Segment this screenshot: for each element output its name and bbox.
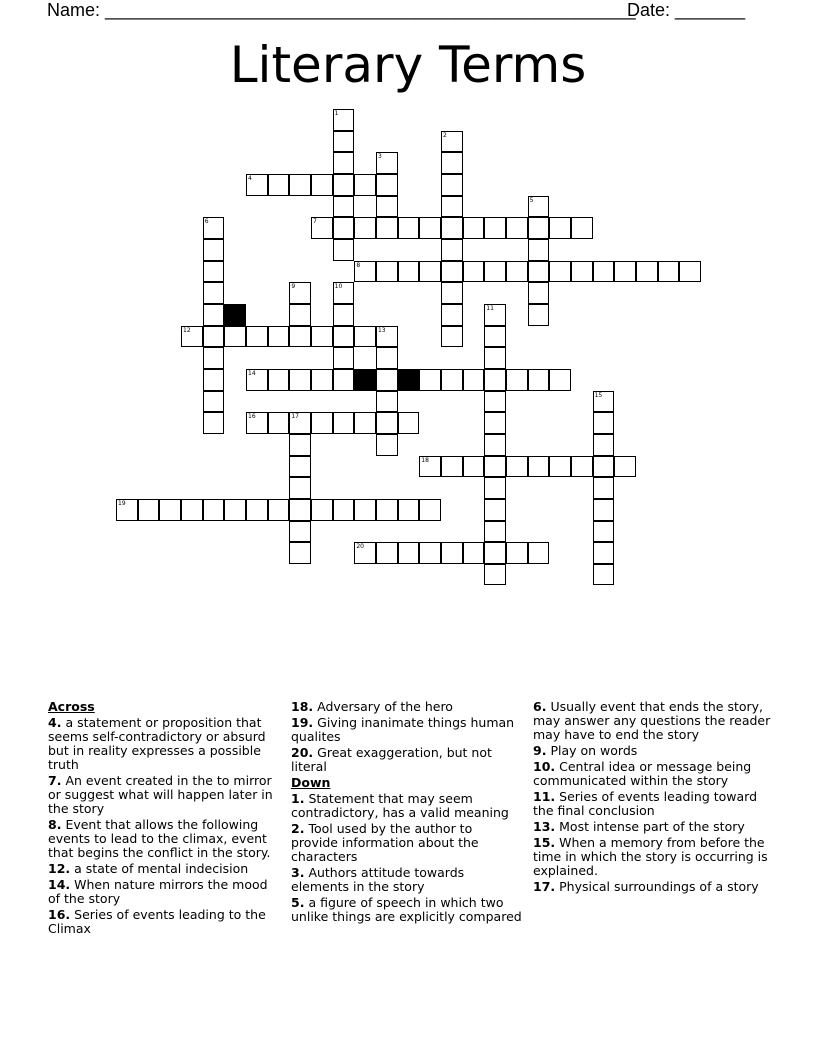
grid-cell[interactable] (376, 261, 398, 283)
cell-number: 12 (183, 326, 191, 334)
grid-cell[interactable] (268, 412, 290, 434)
grid-cell[interactable] (398, 412, 420, 434)
grid-cell[interactable] (484, 369, 506, 391)
clue-down-11 (533, 790, 773, 818)
grid-cell[interactable] (506, 261, 528, 283)
grid-cell[interactable] (463, 261, 485, 283)
clue-number: 10. (533, 759, 556, 774)
grid-cell[interactable] (484, 564, 506, 586)
grid-cell[interactable] (484, 391, 506, 413)
cell-number: 10 (334, 283, 343, 291)
clue-down-9 (533, 744, 773, 758)
cell-number: 4 (248, 174, 252, 182)
clue-number: 11. (533, 789, 556, 804)
grid-cell[interactable] (311, 326, 333, 348)
grid-cell[interactable] (289, 412, 311, 434)
grid-cell[interactable] (419, 499, 441, 521)
cell-number: 17 (291, 413, 299, 421)
grid-cell[interactable] (679, 261, 701, 283)
grid-cell[interactable] (376, 434, 398, 456)
clue-text: When nature mirrors the mood of the story (48, 877, 268, 906)
cell-number: 3 (377, 153, 382, 161)
grid-cell[interactable] (463, 369, 485, 391)
grid-cell[interactable] (484, 434, 506, 456)
grid-cell[interactable] (333, 217, 355, 239)
grid-cell[interactable] (376, 326, 398, 348)
clue-across-14 (48, 878, 280, 906)
grid-cell[interactable] (441, 304, 463, 326)
grid-cell[interactable] (333, 412, 355, 434)
clue-text: Most intense part of the story (559, 819, 745, 834)
clue-across-18 (291, 700, 523, 714)
grid-cell[interactable] (528, 261, 550, 283)
grid-cell[interactable] (571, 217, 593, 239)
grid-cell[interactable] (593, 434, 615, 456)
grid-cell[interactable] (333, 282, 355, 304)
grid-cell[interactable] (614, 261, 636, 283)
grid-cell[interactable] (419, 456, 441, 478)
clue-across-19 (291, 716, 523, 744)
grid-cell[interactable] (268, 326, 290, 348)
clue-text: Series of events leading toward the final conclusion (533, 789, 758, 818)
grid-cell[interactable] (593, 564, 615, 586)
grid-cell[interactable] (333, 304, 355, 326)
grid-cell[interactable] (333, 131, 355, 153)
grid-cell[interactable] (441, 174, 463, 196)
grid-cell[interactable] (549, 456, 571, 478)
grid-cell[interactable] (398, 542, 420, 564)
grid-cell[interactable] (484, 261, 506, 283)
clue-down-6 (533, 700, 773, 742)
clue-number: 14. (48, 877, 71, 892)
grid-cell[interactable] (593, 456, 615, 478)
grid-cell[interactable] (354, 542, 376, 564)
grid-cell[interactable] (528, 196, 550, 218)
clue-text: a statement or proposition that seems self-contradictory or absurd but in reality expresses a possible truth (48, 715, 266, 772)
clue-text: Great exaggeration, but not literal (291, 745, 492, 774)
grid-cell[interactable] (333, 369, 355, 391)
grid-cell[interactable] (571, 456, 593, 478)
grid-cell[interactable] (463, 542, 485, 564)
clue-text: a figure of speech in which two unlike things are explicitly compared (291, 895, 522, 924)
clue-number: 1. (291, 791, 305, 806)
grid-cell[interactable] (181, 499, 203, 521)
clue-down-17 (533, 880, 773, 894)
grid-cell[interactable] (528, 217, 550, 239)
clue-text: Series of events leading to the Climax (48, 907, 266, 936)
grid-cell[interactable] (593, 261, 615, 283)
grid-cell[interactable] (354, 412, 376, 434)
page-title: Literary Terms (229, 36, 587, 94)
grid-cell[interactable] (246, 412, 268, 434)
grid-cell[interactable] (333, 174, 355, 196)
grid-cell[interactable] (289, 477, 311, 499)
grid-cell[interactable] (441, 152, 463, 174)
grid-cell[interactable] (289, 542, 311, 564)
clue-number: 18. (291, 699, 314, 714)
grid-cell[interactable] (333, 499, 355, 521)
grid-cell[interactable] (333, 109, 355, 131)
grid-cell[interactable] (593, 499, 615, 521)
clue-number: 17. (533, 879, 556, 894)
grid-cell[interactable] (441, 239, 463, 261)
cell-number: 15 (594, 391, 603, 399)
clue-across-20 (291, 746, 523, 774)
cell-number: 2 (442, 131, 447, 139)
grid-cell[interactable] (268, 499, 290, 521)
clue-number: 7. (48, 773, 62, 788)
clue-text: Usually event that ends the story, may answer any questions the reader may have to end the story (533, 699, 771, 742)
clue-number: 13. (533, 819, 556, 834)
clue-number: 3. (291, 865, 305, 880)
grid-cell[interactable] (484, 542, 506, 564)
grid-cell[interactable] (289, 304, 311, 326)
cell-number: 9 (291, 283, 296, 291)
grid-cell[interactable] (441, 369, 463, 391)
grid-cell[interactable] (333, 152, 355, 174)
cell-number: 20 (356, 543, 364, 551)
grid-cell[interactable] (203, 326, 225, 348)
cell-number: 6 (204, 218, 209, 226)
grid-cell[interactable] (549, 261, 571, 283)
black-cell (354, 369, 376, 391)
clue-text: When a memory from before the time in which the story is occurring is explained. (533, 835, 768, 878)
grid-cell[interactable] (376, 542, 398, 564)
grid-cell[interactable] (614, 456, 636, 478)
grid-cell[interactable] (376, 412, 398, 434)
clue-across-4 (48, 716, 280, 772)
grid-cell[interactable] (159, 499, 181, 521)
grid-cell[interactable] (658, 261, 680, 283)
clue-down-15 (533, 836, 773, 878)
grid-cell[interactable] (246, 174, 268, 196)
clue-text: Adversary of the hero (317, 699, 453, 714)
clue-number: 12. (48, 861, 71, 876)
cell-number: 18 (421, 456, 429, 464)
grid-cell[interactable] (203, 347, 225, 369)
grid-cell[interactable] (376, 217, 398, 239)
grid-cell[interactable] (441, 196, 463, 218)
grid-cell[interactable] (333, 239, 355, 261)
clue-number: 15. (533, 835, 556, 850)
across-heading: Across (48, 699, 95, 714)
grid-cell[interactable] (528, 282, 550, 304)
cell-number: 13 (377, 326, 386, 334)
clue-number: 8. (48, 817, 62, 832)
grid-cell[interactable] (484, 456, 506, 478)
clue-across-12 (48, 862, 280, 876)
grid-cell[interactable] (203, 217, 225, 239)
clue-text: a state of mental indecision (74, 861, 249, 876)
grid-cell[interactable] (419, 261, 441, 283)
clue-number: 16. (48, 907, 71, 922)
grid-cell[interactable] (138, 499, 160, 521)
grid-cell[interactable] (203, 412, 225, 434)
cell-number: 11 (486, 304, 494, 312)
clue-number: 4. (48, 715, 62, 730)
grid-cell[interactable] (376, 174, 398, 196)
grid-cell[interactable] (376, 152, 398, 174)
grid-cell[interactable] (116, 499, 138, 521)
clue-down-1 (291, 792, 523, 820)
grid-cell[interactable] (376, 499, 398, 521)
grid-cell[interactable] (203, 261, 225, 283)
grid-cell[interactable] (354, 261, 376, 283)
clue-across-7 (48, 774, 280, 816)
grid-cell[interactable] (528, 369, 550, 391)
down-heading: Down (291, 775, 331, 790)
grid-cell[interactable] (441, 542, 463, 564)
grid-cell[interactable] (333, 347, 355, 369)
grid-cell[interactable] (419, 542, 441, 564)
clue-down-10 (533, 760, 773, 788)
grid-cell[interactable] (376, 391, 398, 413)
grid-cell[interactable] (549, 217, 571, 239)
cell-number: 19 (118, 499, 126, 507)
grid-cell[interactable] (484, 304, 506, 326)
clue-across-8 (48, 818, 280, 860)
clue-down-5 (291, 896, 523, 924)
grid-cell[interactable] (549, 369, 571, 391)
grid-cell[interactable] (268, 369, 290, 391)
grid-cell[interactable] (203, 282, 225, 304)
clue-down-3 (291, 866, 523, 894)
grid-cell[interactable] (224, 326, 246, 348)
grid-cell[interactable] (289, 282, 311, 304)
grid-cell[interactable] (311, 412, 333, 434)
grid-cell[interactable] (528, 542, 550, 564)
clue-number: 9. (533, 743, 547, 758)
clue-text: Statement that may seem contradictory, has a valid meaning (291, 791, 509, 820)
clue-column-3 (533, 700, 773, 896)
grid-cell[interactable] (289, 369, 311, 391)
clue-text: Tool used by the author to provide information about the characters (291, 821, 479, 864)
grid-cell[interactable] (354, 499, 376, 521)
grid-cell[interactable] (593, 477, 615, 499)
grid-cell[interactable] (203, 239, 225, 261)
grid-cell[interactable] (376, 369, 398, 391)
grid-cell[interactable] (506, 217, 528, 239)
grid-cell[interactable] (593, 391, 615, 413)
grid-cell[interactable] (311, 174, 333, 196)
grid-cell[interactable] (398, 217, 420, 239)
clue-number: 19. (291, 715, 314, 730)
cell-number: 7 (313, 218, 317, 226)
grid-cell[interactable] (484, 217, 506, 239)
grid-cell[interactable] (593, 412, 615, 434)
clue-column-1 (48, 700, 280, 938)
grid-cell[interactable] (203, 304, 225, 326)
clue-text: An event created in the to mirror or suggest what will happen later in the story (48, 773, 273, 816)
grid-cell[interactable] (246, 499, 268, 521)
grid-cell[interactable] (246, 369, 268, 391)
clue-text: Giving inanimate things human qualites (291, 715, 515, 744)
grid-cell[interactable] (203, 499, 225, 521)
grid-cell[interactable] (268, 174, 290, 196)
clue-number: 20. (291, 745, 314, 760)
grid-cell[interactable] (203, 391, 225, 413)
grid-cell[interactable] (311, 499, 333, 521)
grid-cell[interactable] (289, 174, 311, 196)
grid-cell[interactable] (484, 499, 506, 521)
grid-cell[interactable] (441, 217, 463, 239)
cell-number: 5 (529, 196, 534, 204)
clue-text: Authors attitude towards elements in the story (291, 865, 465, 894)
grid-cell[interactable] (441, 326, 463, 348)
grid-cell[interactable] (463, 217, 485, 239)
grid-cell[interactable] (441, 282, 463, 304)
grid-cell[interactable] (311, 369, 333, 391)
grid-cell[interactable] (311, 217, 333, 239)
grid-cell[interactable] (289, 326, 311, 348)
clue-number: 6. (533, 699, 547, 714)
clue-text: Physical surroundings of a story (559, 879, 759, 894)
grid-cell[interactable] (333, 196, 355, 218)
grid-cell[interactable] (354, 217, 376, 239)
cell-number: 8 (356, 261, 361, 269)
date-field-label: Date: _______ (627, 0, 746, 20)
grid-cell[interactable] (419, 369, 441, 391)
grid-cell[interactable] (441, 456, 463, 478)
grid-cell[interactable] (528, 304, 550, 326)
grid-cell[interactable] (289, 521, 311, 543)
grid-cell[interactable] (398, 261, 420, 283)
grid-cell[interactable] (506, 369, 528, 391)
grid-cell[interactable] (354, 326, 376, 348)
grid-cell[interactable] (441, 261, 463, 283)
grid-cell[interactable] (203, 369, 225, 391)
grid-cell[interactable] (289, 499, 311, 521)
grid-cell[interactable] (528, 239, 550, 261)
grid-cell[interactable] (181, 326, 203, 348)
name-field-label: Name: _____________________________________________________ (47, 0, 636, 20)
grid-cell[interactable] (441, 131, 463, 153)
grid-cell[interactable] (593, 521, 615, 543)
clue-text: Event that allows the following events to lead to the climax, event that begins the conflict in the story. (48, 817, 271, 860)
clue-text: Central idea or message being communicated within the story (533, 759, 752, 788)
black-cell (224, 304, 246, 326)
black-cell (398, 369, 420, 391)
grid-cell[interactable] (463, 456, 485, 478)
grid-cell[interactable] (398, 499, 420, 521)
grid-cell[interactable] (528, 456, 550, 478)
grid-cell[interactable] (376, 347, 398, 369)
grid-cell[interactable] (636, 261, 658, 283)
clue-text: Play on words (550, 743, 638, 758)
clue-column-2 (291, 700, 523, 926)
grid-cell[interactable] (419, 217, 441, 239)
grid-cell[interactable] (289, 434, 311, 456)
grid-cell[interactable] (289, 456, 311, 478)
clue-number: 5. (291, 895, 305, 910)
grid-cell[interactable] (354, 174, 376, 196)
grid-cell[interactable] (484, 347, 506, 369)
clue-number: 2. (291, 821, 305, 836)
grid-cell[interactable] (333, 326, 355, 348)
grid-cell[interactable] (506, 456, 528, 478)
clue-across-16 (48, 908, 280, 936)
grid-cell[interactable] (484, 477, 506, 499)
cell-number: 1 (334, 109, 339, 117)
grid-cell[interactable] (484, 412, 506, 434)
grid-cell[interactable] (484, 521, 506, 543)
cell-number: 14 (248, 369, 256, 377)
grid-cell[interactable] (506, 542, 528, 564)
grid-cell[interactable] (376, 196, 398, 218)
grid-cell[interactable] (484, 326, 506, 348)
clue-down-13 (533, 820, 773, 834)
clue-down-2 (291, 822, 523, 864)
grid-cell[interactable] (246, 326, 268, 348)
grid-cell[interactable] (224, 499, 246, 521)
cell-number: 16 (248, 413, 256, 421)
grid-cell[interactable] (571, 261, 593, 283)
grid-cell[interactable] (593, 542, 615, 564)
